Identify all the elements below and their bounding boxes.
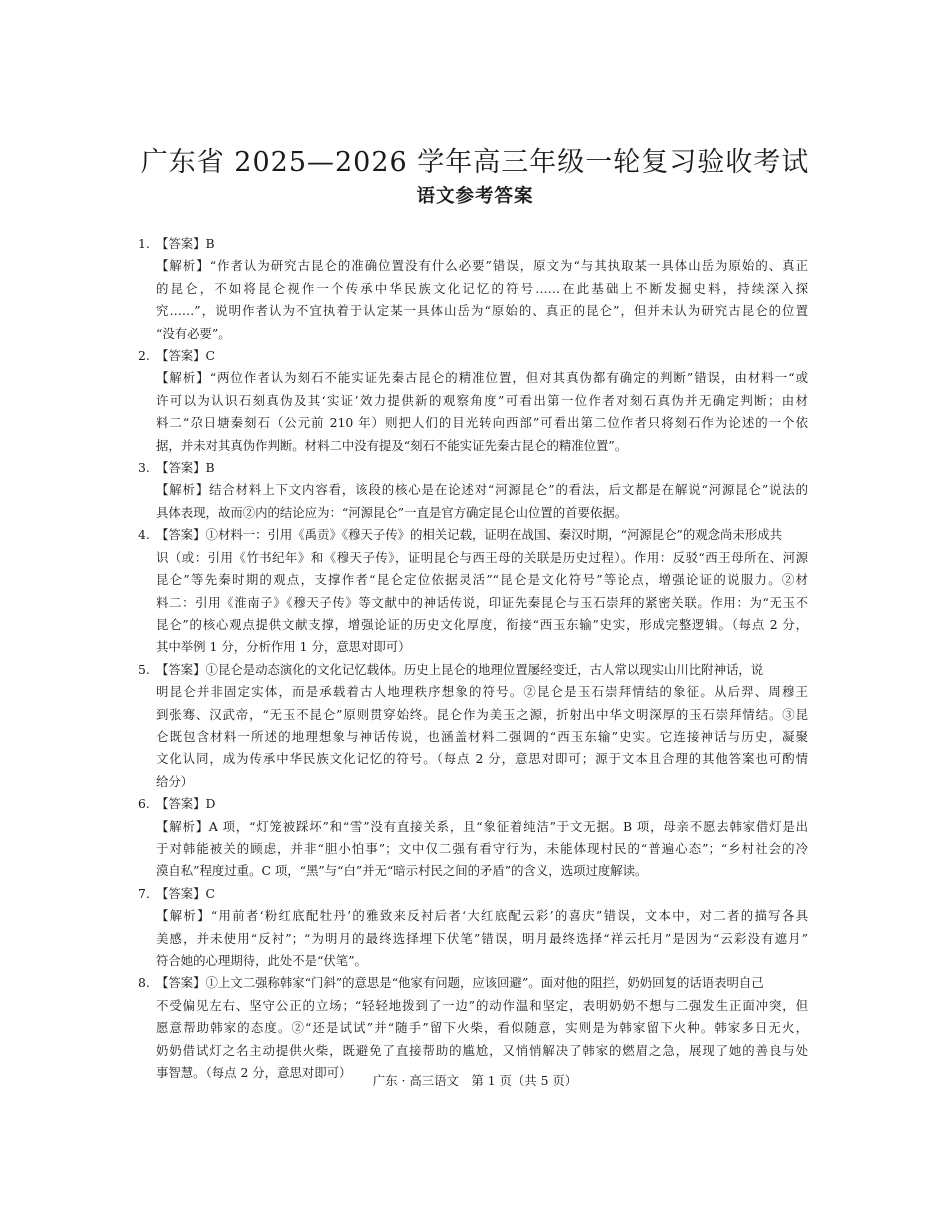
explanation-line: 到张骞、汉武帝，“无玉不昆仑”原则贯穿始终。昆仑作为美玉之源，折射出中华文明深厚的玉石崇拜情结。③昆 — [156, 706, 808, 722]
page-subtitle: 语文参考答案 — [416, 186, 534, 207]
question-answer-line — [138, 972, 808, 994]
explanation-line: 给分） — [156, 773, 194, 789]
page-footer: 广东 · 高三语文 第 1 页（共 5 页） — [372, 1073, 578, 1088]
question-answer-line — [138, 345, 808, 367]
answer-list — [138, 233, 808, 1084]
explanation-line: 据，并未对其真伪作判断。材料二中没有提及“刻石不能实证先秦古昆仑的精准位置”。 — [156, 437, 628, 453]
explanation-line: 符合她的心理期待，此处不是“伏笔”。 — [156, 953, 367, 968]
question-number: 1. — [138, 236, 150, 251]
answer-text: 【答案】C — [156, 885, 216, 901]
explanation-line: 明昆仑并非固定实体，而是承载着古人地理秩序想象的符号。②昆仑是玉石崇拜情结的象征。从后羿、周穆王 — [156, 684, 808, 700]
question-block — [138, 659, 808, 793]
explanation-line: 【解析】“用前者‘粉红底配牡丹’的雅致来反衬后者‘大红底配云彩’的喜庆”错误，文本中，对二者的描写各具 — [156, 908, 808, 924]
answer-text: 【答案】①上文二强称韩家“门斜”的意思是“他家有问题，应该回避”。面对他的阻拦，奶奶回复的话语表明自己 — [156, 975, 764, 991]
explanation-line: 昆仑”等先秦时期的观点，支撑作者“昆仑定位依据灵活”“昆仑是文化符号”等论点，增强论证的说服力。②材 — [156, 572, 808, 588]
explanation-line: 其中举例 1 分，分析作用 1 分，意思对即可） — [156, 639, 411, 655]
question-number: 5. — [138, 661, 150, 677]
answer-text: 【答案】①昆仑是动态演化的文化记忆载体。历史上昆仑的地理位置屡经变迁，古人常以现实山川比附神话，说 — [156, 661, 764, 677]
question-answer-line — [138, 457, 808, 479]
explanation-line: 仑既包含材料一所述的地理想象与神话传说，也涵盖材料二强调的“西玉东输”史实。它连接神话与历史，凝聚 — [156, 728, 808, 744]
answer-text: 【答案】①材料一：引用《禹贡》《穆天子传》的相关记载，证明在战国、秦汉时期，“河源昆仑”的观念尚未形成共 — [156, 527, 782, 543]
explanation-line: 不受偏见左右、坚守公正的立场；“轻轻地拨到了一边”的动作温和坚定，表明奶奶不想与二强发生正面冲突，但 — [156, 997, 808, 1013]
explanation-line: 事智慧。（每点 2 分，意思对即可） — [156, 1065, 352, 1081]
page-title: 广东省 2025—2026 学年高三年级一轮复习验收考试 — [140, 147, 810, 178]
explanation-line: 料二：引用《淮南子》《穆天子传》等文献中的神话传说，印证先秦昆仑与玉石崇拜的紧密关联。作用：为“无玉不 — [156, 594, 808, 610]
explanation-line: 漠自私”程度过重。C 项，“黑”与“白”并无“暗示村民之间的矛盾”的含义，选项过度解读。 — [156, 863, 648, 879]
explanation-line: 【解析】“两位作者认为刻石不能实证先秦古昆仑的精准位置，但对其真伪都有确定的判断”错误，由材料一“或 — [156, 370, 808, 386]
answer-text: 【答案】B — [156, 460, 215, 476]
question-number: 3. — [138, 460, 150, 476]
question-number: 8. — [138, 975, 150, 991]
question-answer-line — [138, 524, 808, 546]
answer-text: 【答案】D — [156, 796, 216, 812]
explanation-line: 许可以为认识石刻真伪及其‘实证’效力提供新的观察角度”可看出第一位作者对刻石真伪并无确定判断；由材 — [156, 392, 808, 408]
explanation-line: 文化认同，成为传承中华民族文化记忆的符号。（每点 2 分，意思对即可；源于文本且合理的其他答案也可酌情 — [156, 751, 808, 767]
question-number: 6. — [138, 796, 150, 812]
question-answer-line — [138, 233, 808, 255]
explanation-line: 美感，并未使用“反衬”；“为明月的最终选择埋下伏笔”错误，明月最终选择“祥云托月”是因为“云彩没有遮月” — [156, 930, 808, 946]
explanation-line: 奶奶借试灯之名主动提供火柴，既避免了直接帮助的尴尬，又悄悄解决了韩家的燃眉之急，展现了她的善良与处 — [156, 1042, 808, 1058]
question-answer-line — [138, 659, 808, 681]
explanation-line: 【解析】“作者认为研究古昆仑的准确位置没有什么必要”错误，原文为“与其执取某一具体山岳为原始的、真正 — [156, 258, 808, 274]
question-answer-line — [138, 793, 808, 815]
explanation-line: 的昆仑，不如将昆仑视作一个传承中华民族文化记忆的符号……在此基础上不断发掘史料，持续深入探 — [156, 280, 808, 296]
question-number: 4. — [138, 527, 150, 543]
explanation-line: 料二“尕日塘秦刻石（公元前 210 年）则把人们的目光转向西部”可看出第二位作者只将刻石作为论述的一个依 — [156, 415, 808, 431]
question-block — [138, 233, 808, 345]
explanation-line: 究……”，说明作者认为不宜执着于认定某一具体山岳为“原始的、真正的昆仑”，但并未认为研究古昆仑的位置 — [156, 303, 808, 319]
answer-text: 【答案】C — [156, 348, 216, 364]
question-block — [138, 972, 808, 1084]
question-block — [138, 457, 808, 524]
question-block — [138, 524, 808, 658]
question-number: 2. — [138, 348, 150, 364]
question-block — [138, 345, 808, 457]
explanation-line: 昆仑”的核心观点提供文献支撑，增强论证的历史文化厚度，衔接“西玉东输”史实，形成完整逻辑。（每点 2 分， — [156, 616, 808, 632]
explanation-line: 【解析】结合材料上下文内容看，该段的核心是在论述对“河源昆仑”的看法，后文都是在解说“河源昆仑”说法的 — [156, 482, 808, 498]
question-answer-line — [138, 883, 808, 905]
explanation-line: 识（或：引用《竹书纪年》和《穆天子传》，证明昆仑与西王母的关联是历史过程）。作用：反驳“西王母所在、河源 — [156, 549, 808, 565]
question-block — [138, 793, 808, 883]
answer-text: 【答案】B — [156, 236, 215, 251]
explanation-line: 具体表现，故而②内的结论应为：“河源昆仑”一直是官方确定昆仑山位置的首要依据。 — [156, 504, 628, 520]
explanation-line: 愿意帮助韩家的态度。②“还是试试”并“随手”留下火柴，看似随意，实则是为韩家留下火种。韩家多日无火， — [156, 1020, 808, 1036]
question-number: 7. — [138, 885, 150, 901]
explanation-line: 于对韩能被关的顾虑，并非“胆小怕事”；文中仅二强有看守行为，未能体现村民的“普遍心态”；“乡村社会的冷 — [156, 840, 808, 856]
question-block — [138, 883, 808, 973]
explanation-line: “没有必要”。 — [156, 325, 231, 341]
explanation-line: 【解析】A 项，“灯笼被踩坏”和“雪”没有直接关系，且“象征着纯洁”于文无据。B 项，母亲不愿去韩家借灯是出 — [156, 818, 808, 834]
